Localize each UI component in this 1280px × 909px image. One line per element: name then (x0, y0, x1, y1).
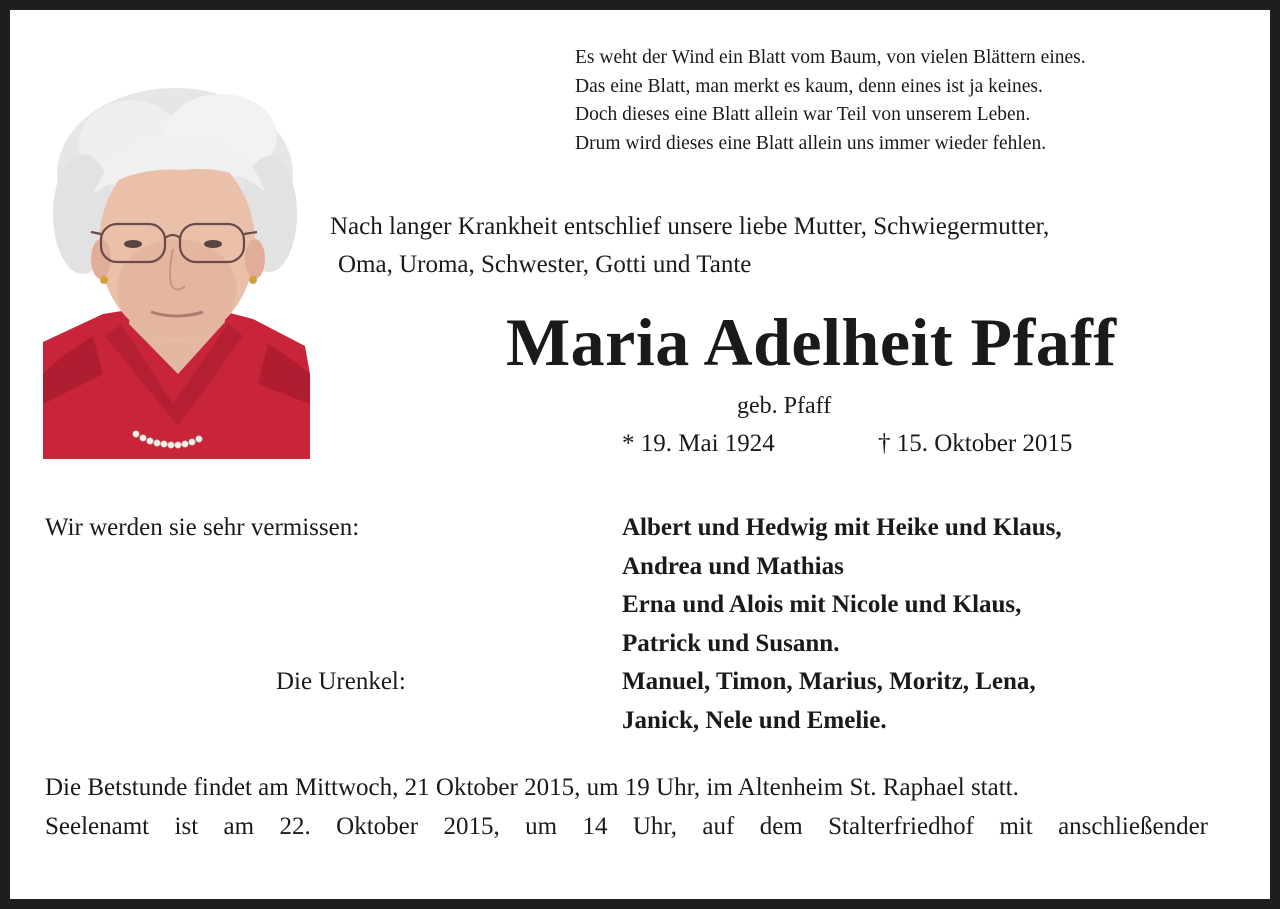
mourner-line: Andrea und Mathias (622, 552, 844, 580)
great-grandchildren-label: Die Urenkel: (276, 668, 406, 695)
mourner-line: Albert und Hedwig mit Heike und Klaus, (622, 514, 1062, 541)
service-info (45, 768, 1208, 846)
mourner-line: Patrick und Susann. (622, 629, 840, 657)
intro-line-2: Oma, Uroma, Schwester, Gotti und Tante (338, 251, 752, 278)
mourner-line: Erna und Alois mit Nicole und Klaus, (622, 591, 1022, 618)
maiden-name: geb. Pfaff (737, 393, 832, 419)
obituary-notice (10, 10, 1270, 899)
intro-line-1: Nach langer Krankheit entschlief unsere liebe Mutter, Schwiegermutter, (330, 213, 1050, 240)
birth-date: * 19. Mai 1924 (622, 430, 775, 457)
death-date: † 15. Oktober 2015 (878, 430, 1073, 457)
poem-line: Drum wird dieses eine Blatt allein uns immer wieder fehlen. (575, 132, 1047, 154)
poem-line: Doch dieses eine Blatt allein war Teil von unserem Leben. (575, 104, 1031, 125)
deceased-name: Maria Adelheit Pfaff (506, 304, 1117, 380)
intro-text (330, 208, 1250, 284)
poem-line: Es weht der Wind ein Blatt vom Baum, von vielen Blättern eines. (575, 47, 1086, 68)
service-line-2: Seelenamt ist am 22. Oktober 2015, um 14 Uhr, auf dem Stalterfriedhof mit anschließender (45, 813, 1208, 840)
great-grandchildren-line: Janick, Nele und Emelie. (622, 706, 887, 734)
poem-line: Das eine Blatt, man merkt es kaum, denn eines ist ja keines. (575, 75, 1043, 97)
mourners-list (622, 509, 1062, 740)
portrait-photo (43, 74, 310, 459)
memorial-poem (575, 44, 1235, 158)
mourners-label: Wir werden sie sehr vermissen: (45, 514, 360, 541)
life-dates (622, 427, 1073, 461)
great-grandchildren-line: Manuel, Timon, Marius, Moritz, Lena, (622, 668, 1036, 695)
service-line-1: Die Betstunde findet am Mittwoch, 21 Oktober 2015, um 19 Uhr, im Altenheim St. Raphael statt. (45, 774, 1019, 801)
